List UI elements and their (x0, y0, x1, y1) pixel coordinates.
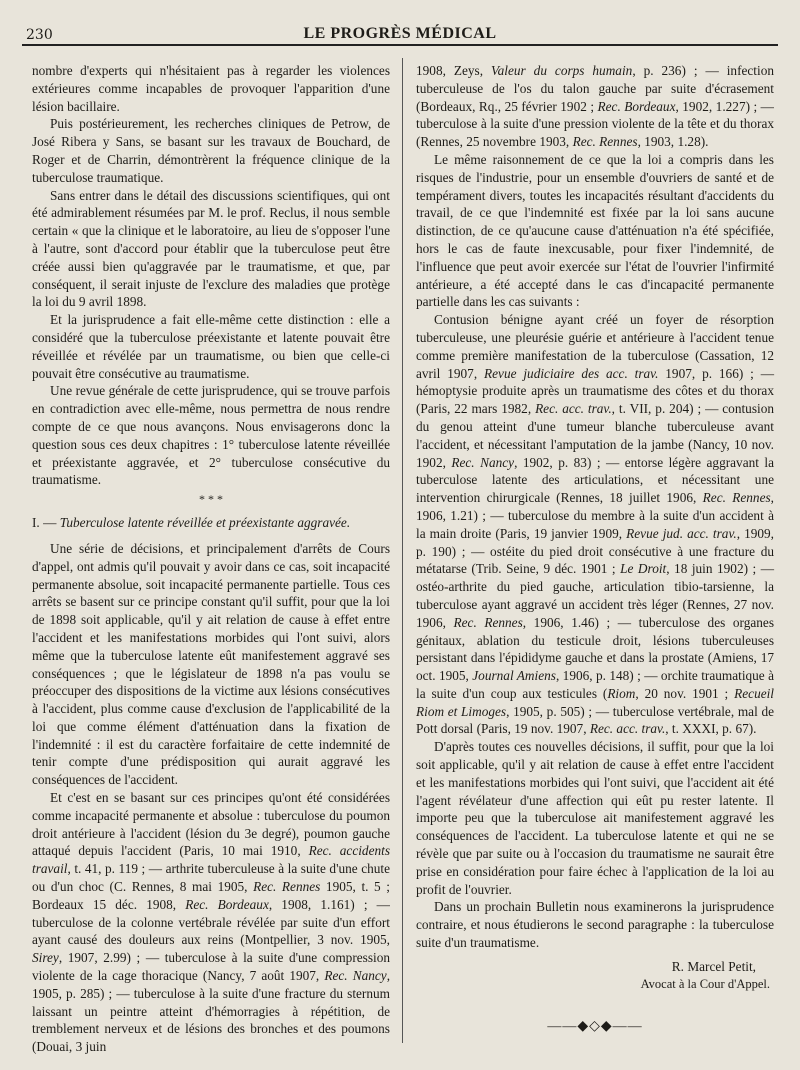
citation: Rec. Nancy (324, 968, 387, 984)
citation: Rec. acc. trav. (535, 401, 612, 417)
citation: Revue judiciaire des acc. trav. (484, 365, 659, 381)
author-signature: R. Marcel Petit, (671, 958, 756, 974)
section-title: Tuberculose latente réveillée et préexistante aggravée. (59, 515, 351, 531)
paragraph (416, 62, 774, 151)
text-run: , 20 nov. 1901 ; (635, 685, 735, 701)
text-run: , 1906, 1.21) ; — tuberculose du membre à la suite d'un accident à la main droite (Paris, 19 janvier 1909, (416, 490, 774, 541)
text-run: , 1902, 1.227) ; — tuberculose à la suite d'une pression violente de la tête et du thorax (Rennes, 25 novembre 1903, (416, 98, 774, 150)
citation: Rec. Rennes (572, 134, 638, 150)
section-separator: * * * (199, 492, 223, 507)
text-run: 1907, p. 166) ; — hémoptysie produite après un traumatisme des côtes et du thorax (Paris, 22 mars 1982, (416, 365, 774, 417)
citation: Riom (607, 685, 636, 701)
author-affiliation: Avocat à la Cour d'Appel. (640, 976, 770, 991)
citation: Valeur du corps humain (491, 63, 633, 78)
text-run: , t. VII, p. 204) ; — contusion du genou atteint d'une tumeur blanche tuberculeuse avant l'accident, et nécessitant l'amputation de la jambe (Nancy, 10 nov. 1902, (416, 401, 774, 470)
citation: Rec. Rennes (702, 490, 771, 506)
text-run: , 18 juin 1902) ; — ostéo-arthrite du pied gauche, articulation tibio-tarsienne, la tuberculose ayant aggravé un accident très léger (Rennes, 27 nov. 1906, (416, 561, 774, 630)
end-ornament: ——◆◇◆—— (547, 1018, 643, 1034)
citation: Recueil Riom et Limoges (416, 685, 775, 719)
citation: Rec. Nancy (451, 454, 515, 470)
paragraph: Une série de décisions, et principalement d'arrêts de Cours d'appel, ont admis qu'il pouvait y avoir dans ce cas, soit incapacité permanente absolue, soit incapacité permanente partielle. Tous ces arrêts se basent sur ce principe constant qu'il suffit, pour que la loi de 1898 soit applicable, qu'il y ait relation de cause à effet entre l'accident et les manifestations morbides qui l'ont suivi, alors même que la tuberculose latente eût manifestement aggravé ses conséquences ; que le législateur de 1898 n'a pas voulu se préoccuper des dispositions de la victime aux lésions consécutives à l'accident, plus comme cause d'exclusion de l'applicabilité de la loi que comme élément d'atténuation dans la fixation de l'indemnité : il est du caractère forfaitaire de cette indemnité de tenir compte d'une prédisposition qui aurait aggravé les conséquences de l'accident. (32, 540, 390, 788)
text-run: , 1905, p. 505) ; — tuberculose vertébrale, mal de Pott dorsal (Paris, 19 nov. 1907, (416, 703, 775, 737)
paragraph: Une revue générale de cette jurisprudence, qui se trouve parfois en contradiction avec elle-même, nous permettra de nous rendre compte de ce que nous avançons. Nous envisagerons donc la question sous ces deux chapitres : 1° tuberculose latente réveillée et préexistante aggravée, et 2° tuberculose consécutive du traumatisme. (32, 383, 390, 488)
text-run: Contusion bénigne ayant créé un foyer de résorption tuberculeuse, une pleurésie guérie et antérieure à l'accident tenue comme première manifestation de la tuberculose (Cassation, 12 avril 1907, (416, 312, 774, 381)
text-run: , t. XXXI, p. 67). (665, 721, 757, 737)
text-run: Et c'est en se basant sur ces principes qu'ont été considérées comme incapacité permanente et absolue : tuberculose du poumon droit antérieure à l'accident (lésion du 3e degré), poumon gauche attaqué depuis l'accident (Paris, 10 mai 1910, (32, 790, 390, 859)
text-run: , p. 236) ; — infection tuberculeuse de l'os du talon gauche par suite d'écrasement (Bordeaux, Rq., 25 février 1902 ; (416, 63, 774, 114)
text-run: , 1903, 1.28). (637, 134, 709, 150)
paragraph: D'après toutes ces nouvelles décisions, il suffit, pour que la loi soit applicable, qu'il y ait relation de cause à effet entre l'accident et les manifestations morbides qui l'ont suivi, que l'accident ait été l'agent révélateur d'une affection qui eût pu rester latente. Il importe peu que la tuberculose ait manifestement aggravé les conséquences de l'accident. La tuberculose latente et qui ne se révèle que par suite ou à l'occasion du traumatisme ne saurait être prise en considération pour faire échec à l'application de la loi au profit de l'ouvrier. (416, 739, 774, 897)
text-run: , 1906, p. 148) ; — orchite traumatique à la suite d'un coup aux testicules ( (416, 668, 775, 701)
paragraph (416, 311, 774, 738)
header-rule (22, 44, 778, 46)
paragraph: Et la jurisprudence a fait elle-même cette distinction : elle a considéré que la tuberculose préexistante et latente pouvait être réveillée et révélée par un traumatisme, ou bien que celle-ci pouvait être consécutive au traumatisme. (32, 312, 390, 381)
text-run: , 1909, p. 190) ; — ostéite du pied droit consécutive à une fracture du métatarse (Trib. Seine, 9 déc. 1901 ; (416, 525, 774, 577)
section-heading (32, 514, 390, 532)
section-number: I. — (32, 515, 60, 531)
paragraph: Le même raisonnement de ce que la loi a compris dans les risques de l'industrie, pour un ensemble d'ouvriers de santé et de tempérament divers, toutes les incapacités résultant d'accidents du travail, de ce que l'indemnité est fixée par la loi sans aucune distinction, de ce qu'aucune cause d'atténuation n'a été spécifiée, hors le cas de faute inexcusable, pour fixer l'indemnité, de l'influence que peut avoir exercée sur l'état de l'ouvrier l'infirmité antérieure, a été accepté dans le cas d'incapacité permanente partielle dans les cas suivants : (416, 151, 774, 310)
paragraph: Sans entrer dans le détail des discussions scientifiques, qui ont été admirablement résumées par M. le prof. Reclus, il nous semble certain « que la clinique et le laboratoire, au lieu de s'opposer l'une à l'autre, sont d'accord pour établir que la tuberculose peut être créée aussi bien qu'aggravée par le traumatisme, et que, par conséquent, il serait injuste de l'exclure des maladies que protège la loi du 9 avril 1898. (32, 187, 390, 310)
citation: Le Droit (620, 561, 667, 577)
citation: Rec. Bordeaux (185, 896, 269, 912)
page-header (0, 24, 800, 54)
citation: Journal Amiens (472, 668, 556, 684)
text-run: , 1902, p. 83) ; — entorse légère aggravant la tuberculose latente des articulations, et nécessitant une intervention chirurgicale (Rennes, 18 juillet 1906, (416, 454, 774, 506)
citation: Revue jud. acc. trav. (626, 525, 737, 541)
paragraph: Dans un prochain Bulletin nous examinerons la jurisprudence contraire, et nous étudierons le second paragraphe : la tuberculose suite d'un traumatisme. (416, 899, 774, 951)
text-run: , t. 41, p. 119 ; — arthrite tuberculeuse à la suite d'une chute ou d'un choc (C. Rennes, 8 mai 1905, (32, 861, 390, 895)
right-column (416, 62, 774, 1035)
text-run: , 1906, 1.46) ; — tuberculose des organes génitaux, ablation du testicule droit, lésions tuberculeuses persistant dans l'épididyme gauche et dans la prostate (Amiens, 17 oct. 1905, (416, 614, 774, 684)
text-run: 1905, t. 5 ; Bordeaux 15 déc. 1908, (32, 879, 390, 912)
text-run: 1908, Zeys, (416, 63, 491, 78)
text-run: , 1907, 2.99) ; — tuberculose à la suite d'une compression violente de la cage thoracique (Nancy, 7 août 1907, (32, 950, 390, 984)
paragraph: nombre d'experts qui n'hésitaient pas à regarder les violences extérieures comme incapables de provoquer l'apparition d'une lésion bacillaire. (32, 63, 390, 114)
paragraph: Puis postérieurement, les recherches cliniques de Petrow, de José Ribera y Sans, se basant sur les travaux de Bouchard, de Roger et de Charrin, démontrèrent la fréquence clinique de la tuberculose traumatique. (32, 116, 390, 185)
citation: Rec. Rennes (253, 879, 321, 895)
citation: Sirey (32, 950, 59, 966)
paragraph (32, 789, 390, 1056)
citation: Rec. Rennes (453, 614, 523, 630)
left-column (32, 62, 390, 1056)
citation: Rec. acc. trav. (589, 721, 666, 737)
text-run: , 1905, p. 285) ; — tuberculose à la suite d'une fracture du sternum laissant un peintre atteint d'hémorragies à répétition, de tremblement nerveux et de lésions des bronches et des poumons (Douai, 3 juin (32, 968, 391, 1055)
page-number: 230 (26, 27, 53, 43)
journal-title: LE PROGRÈS MÉDICAL (303, 25, 497, 42)
column-divider (402, 58, 403, 1043)
citation: Rec. accidents travail (32, 843, 390, 877)
text-run: , 1908, 1.161) ; — tuberculose de la colonne vertébrale révélée par suite d'un effort ayant causé des douleurs aux reins (Montpellier, 3 nov. 1905, (32, 896, 390, 948)
citation: Rec. Bordeaux (597, 98, 676, 114)
